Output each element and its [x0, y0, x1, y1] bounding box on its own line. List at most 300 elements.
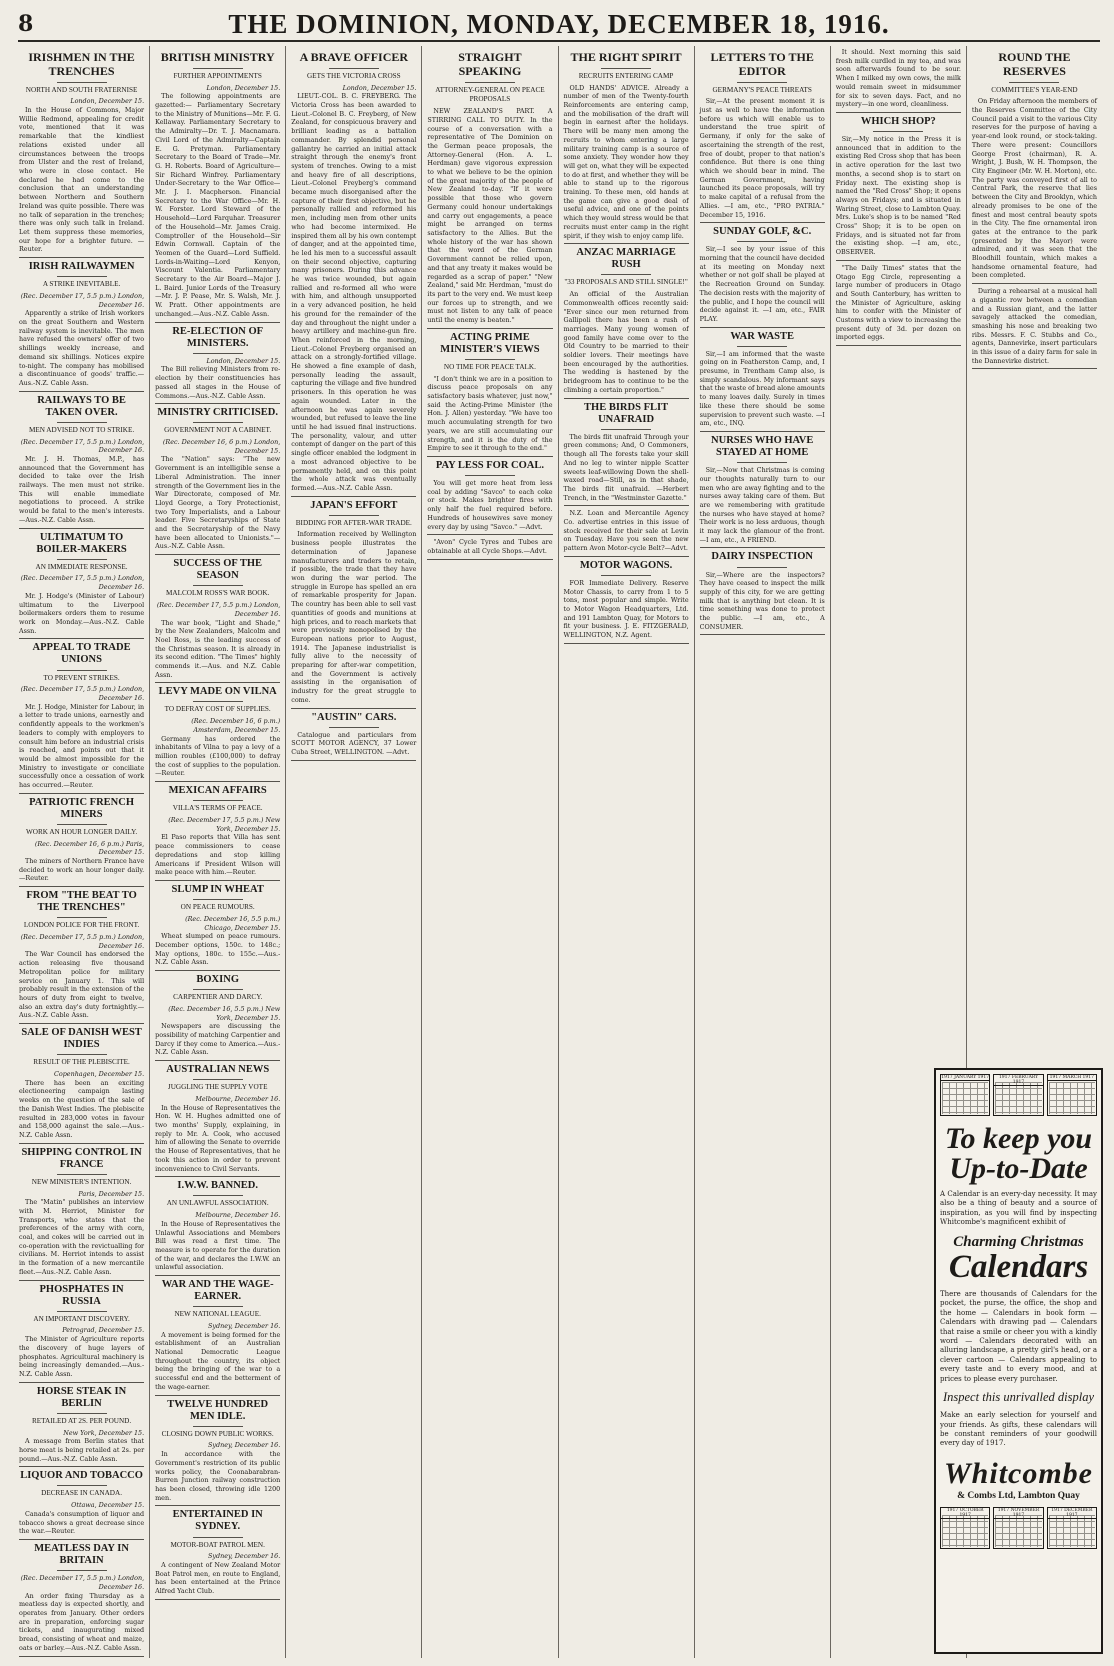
headline-rule	[193, 1079, 243, 1080]
article-body: The Minister of Agriculture reports the discovery of huge layers of phosphates. Agricultural machinery is being increasingly demanded.—Aus.-N.Z. Cable Assn.	[19, 1335, 145, 1378]
article-dateline: Ottawa, December 15.	[71, 1501, 145, 1510]
article	[19, 1470, 144, 1540]
article-divider	[972, 283, 1097, 284]
article-subheadline: AN UNLAWFUL ASSOCIATION.	[166, 1199, 269, 1208]
headline-rule	[193, 1195, 243, 1196]
article-headline: AUSTRALIAN NEWS	[166, 1064, 270, 1076]
article-dateline: Sydney, December 16.	[208, 1321, 281, 1330]
article-headline: SHIPPING CONTROL IN FRANCE	[21, 1146, 142, 1170]
article-divider	[564, 643, 689, 644]
calendar-month-label: 1917 MARCH 1917	[1049, 1075, 1095, 1080]
article-headline: RAILWAYS TO BE TAKEN OVER.	[37, 394, 126, 418]
article-dateline: New York, December 15.	[63, 1428, 145, 1437]
article-body: "Avon" Cycle Tyres and Tubes are obtainable at all Cycle Shops.—Advt.	[427, 538, 553, 555]
article-divider	[155, 1395, 280, 1396]
article-subheadline: TO DEFRAY COST OF SUPPLIES.	[164, 705, 271, 714]
article-body: During a rehearsal at a musical hall a gigantic row between a comedian and a Russian giant, and the latter savagely attacked the comedian, smashing his nose and breaking two ribs. Messrs. F. C. Stubbs and Co., agents, Dannevirke, insert particulars in this issue of a dairy farm for sale in the Dannevirke district.	[971, 287, 1097, 365]
article-headline: HORSE STEAK IN BERLIN	[36, 1385, 127, 1409]
article	[155, 785, 280, 881]
headline-rule	[1009, 82, 1059, 83]
article	[972, 51, 1097, 284]
article-body: El Paso reports that Villa has sent peace commissioners to cease depredations and stop killing Americans if President Wilson will make peace with him.—Reuter.	[155, 833, 281, 877]
headline-rule	[329, 727, 379, 728]
article-subheadline: BIDDING FOR AFTER-WAR TRADE.	[295, 518, 412, 527]
article-headline: SLUMP IN WHEAT	[171, 883, 264, 895]
headline-rule	[57, 1311, 107, 1312]
article-dateline: London, December 15.	[70, 97, 145, 106]
article-body: In the House of Representatives the Hon. W. H. Hughes admitted one of two months' Supply, explaining, in reply to Mr. A. Cook, who accused him of allowing the Senate to override the House of Representatives, that he took this action in order to prevent inconvenience to Civil Servants.	[155, 1103, 281, 1173]
headline-rule	[193, 800, 243, 801]
headline-rule	[193, 1426, 243, 1427]
headline-rule	[57, 1485, 107, 1486]
headline-rule	[193, 899, 243, 900]
headline-rule	[601, 575, 651, 576]
article-dateline: London, December 15.	[342, 83, 417, 92]
article	[427, 332, 552, 457]
article-headline: PAY LESS FOR COAL.	[435, 459, 544, 471]
article-body: Canada's consumption of liquor and tobacco shows a great decrease since the war.—Reuter.	[19, 1509, 145, 1536]
article-body: It should. Next morning this said fresh milk curdled in my tea, and was soon afterwards found to be sour. When I milked my own cows, the milk would remain sweet in midsummer for six to seven days. Fact, and no mystery—in one word, cleanliness.	[835, 48, 961, 109]
article-divider	[19, 1466, 144, 1467]
calendar-month	[993, 1507, 1043, 1549]
headline-rule	[57, 422, 107, 423]
article-dateline: (Rec. December 17, 5.5 p.m.) London, December 16.	[20, 574, 145, 592]
headline-rule	[57, 1413, 107, 1414]
article	[427, 460, 552, 535]
article-divider	[564, 243, 689, 244]
headline-rule	[465, 359, 515, 360]
article-body: The War Council has endorsed the action releasing five thousand Metropolitan police for military service on January 1. This will probably result in the extension of the hours of duty from eight to twelve, also an extra day's duty fortnightly.—Aus.-N.Z. Cable Assn.	[19, 950, 145, 1020]
article	[836, 116, 961, 261]
article	[155, 1279, 280, 1396]
article-subheadline: ON PEACE RUMOURS.	[180, 903, 255, 912]
article	[19, 1386, 144, 1468]
calendar-row-bottom	[940, 1507, 1097, 1549]
headline-rule	[57, 917, 107, 918]
article-headline: THE BIRDS FLIT UNAFRAID	[584, 401, 669, 425]
article-body: A movement is being formed for the establishment of an Australian National Democratic League throughout the country, its object being the bringing of the war to a successful end and the betterment of the wage-earner.	[155, 1330, 281, 1391]
ad-inspect: Inspect this unrivalled display	[942, 1390, 1095, 1405]
article-divider	[155, 880, 280, 881]
article-divider	[155, 1505, 280, 1506]
article-body: On Friday afternoon the members of the Reserves Committee of the City Council paid a visit to the various City reserves for the purpose of having a year-end look round, or stock-taking. There were present: Councillors George Frost (chairman), R. A. Wright, J. Bush, W. H. Thompson, the City Engineer (Mr. W. H. Morton), etc. The party was conveyed first of all to Central Park, the reserve that lies between the City and Brooklyn, which already promises to be one of the finest and most central beauty spots in the City. The fine ornamental iron gates at the entrance to the park (presented by the Mayor) were admired, and it was seen that the Bloodhill fountain, which makes a handsome ornamental feature, had been completed.	[971, 97, 1097, 280]
article-divider	[700, 547, 825, 548]
whitcombe-calendar-advertisement	[934, 1068, 1103, 1654]
article-dateline: Sydney, December 16.	[208, 1552, 281, 1561]
article-divider	[836, 112, 961, 113]
article-headline: LIQUOR AND TOBACCO	[20, 1470, 143, 1482]
article-divider	[291, 760, 416, 761]
calendar-month	[940, 1507, 990, 1549]
article	[155, 686, 280, 782]
article-subheadline: NEW MINISTER'S INTENTION.	[31, 1177, 132, 1186]
calendar-month	[1047, 1507, 1097, 1549]
article-headline: MOTOR WAGONS.	[579, 559, 673, 571]
article	[155, 326, 280, 405]
article	[155, 1180, 280, 1276]
article-divider	[155, 781, 280, 782]
article-headline: DAIRY INSPECTION	[711, 551, 813, 563]
article-dateline: (Rec. December 16, 5.5 p.m.) Chicago, December 15.	[185, 914, 281, 932]
article	[291, 500, 416, 709]
article	[19, 1147, 144, 1281]
headline-rule	[193, 353, 243, 354]
article-headline: ROUND THE RESERVES	[998, 50, 1071, 78]
article	[19, 1543, 144, 1656]
article	[564, 509, 689, 557]
article-headline: RE-ELECTION OF MINISTERS.	[172, 325, 264, 349]
article-divider	[155, 554, 280, 555]
article-headline: FROM "THE BEAT TO THE TRENCHES"	[26, 890, 137, 914]
article	[155, 1064, 280, 1177]
article-headline: ACTING PRIME MINISTER'S VIEWS	[440, 331, 540, 355]
headline-rule	[57, 276, 107, 277]
headline-rule	[465, 82, 515, 83]
article-headline: SUNDAY GOLF, &C.	[713, 226, 812, 238]
article	[19, 642, 144, 793]
article	[155, 1399, 280, 1507]
article-subheadline: CLOSING DOWN PUBLIC WORKS.	[161, 1429, 274, 1438]
article-headline: JAPAN'S EFFORT	[310, 499, 398, 511]
article-divider	[291, 496, 416, 497]
headline-rule	[57, 1054, 107, 1055]
article-headline: ENTERTAINED IN SYDNEY.	[172, 1509, 263, 1533]
article-headline: APPEAL TO TRADE UNIONS	[32, 642, 131, 666]
article-divider	[19, 1656, 144, 1657]
article-headline: WHICH SHOP?	[860, 115, 936, 127]
headline-rule	[193, 989, 243, 990]
article-headline: ULTIMATUM TO BOILER-MAKERS	[36, 531, 127, 555]
article-body: Mr. J. H. Thomas, M.P., has announced that the Government has decided to take over the Irish railways. The men must not strike. This will enable immediate negotiations to proceed. A strike would be fatal to the men's interests.—Aus.-N.Z. Cable Assn.	[19, 454, 145, 524]
article	[700, 551, 825, 635]
news-column	[559, 46, 695, 1658]
article-headline: "AUSTIN" CARS.	[311, 711, 397, 723]
headline-rule	[737, 346, 787, 347]
headline-rule	[193, 68, 243, 69]
news-column	[14, 46, 150, 1658]
article-body: Sir,—Now that Christmas is coming our thoughts naturally turn to our men who are away fighting and to the nurses away taking care of them. But are we remembering with gratitude the nurses who have stayed at home? Their work is no less arduous, though it may lack the glamour of the front. —I am, etc., A FRIEND.	[699, 466, 825, 544]
article	[836, 48, 961, 113]
article-body: In the House of Representatives the Unlawful Associations and Members Bill was read a first time. The measure is to operate for the duration of the war, and declares the I.W.W. an unlawful association.	[155, 1219, 281, 1272]
article-headline: MEATLESS DAY IN BRITAIN	[34, 1543, 129, 1567]
article	[19, 51, 144, 258]
ad-intro: A Calendar is an every-day necessity. It may also be a thing of beauty and a source of inspiration, as you will find by inspecting Whitcombe's magnificent exhibit of	[940, 1190, 1097, 1227]
headline-rule	[193, 585, 243, 586]
calendar-month-label: 1917 NOVEMBER 1917	[994, 1508, 1042, 1519]
headline-rule	[57, 559, 107, 560]
article-divider	[427, 456, 552, 457]
article-subheadline: MALCOLM ROSS'S WAR BOOK.	[165, 589, 270, 598]
article-body: LIEUT.-COL. B. C. FREYBERG. The Victoria Cross has been awarded to Lieut.-Colonel B. C. Freyberg, of New Zealand, for conspicuous bravery and brilliant leading as a battalion commander. By splendid personal gallantry he carried an initial attack straight through the enemy's front system of trenches. Owing to a mist and heavy fire of all descriptions, Lieut.-Colonel Freyberg's command became much disorganised after the capture of their first objective, but he personally rallied and reformed his men, including men from other units who had become intermixed. He inspired them all by his own contempt of danger, and at the appointed time, he led his men to a successful assault on their second objective, capturing many prisoners. During this advance he was twice wounded, but again rallied and re-formed all who were with him, and although unsupported in a very advanced position, he held his ground for the remainder of the day and throughout the night under a heavy artillery and machine-gun fire. When reinforced in the morning, Lieut.-Colonel Freyberg organised an attack on a strongly-fortified village. He showed a fine example of dash, personally leading the assault, capturing the village and five hundred prisoners. In this operation he was again wounded. Later in the afternoon he was again severely wounded, but refused to leave the line until he had issued final instructions. The personality, valour, and utter contempt of danger on the part of this single officer enabled the lodgment in a most advanced objective to be permanently held, and on this point the whole attack was eventually formed.—Aus.-N.Z. Cable Assn.	[291, 92, 417, 492]
article-subheadline: MOTOR-BOAT PATROL MEN.	[170, 1540, 265, 1549]
article-subheadline: VILLA'S TERMS OF PEACE.	[172, 804, 263, 813]
article	[564, 51, 689, 244]
article-divider	[19, 391, 144, 392]
article-subheadline: AN IMMEDIATE RESPONSE.	[35, 562, 128, 571]
headline-rule	[193, 1537, 243, 1538]
article-dateline: Petrograd, December 15.	[62, 1326, 145, 1335]
article-headline: IRISHMEN IN THE TRENCHES	[28, 50, 135, 78]
article-body: "The Daily Times" states that the Otago Egg Circle, representing a large number of producers in Otago and South Canterbury, has written to the Minister of Agriculture, asking him to confer with the Minister of Customs with a view to increasing the present duty of 3d. per dozen on imported eggs.	[835, 263, 961, 342]
article-headline: SUCCESS OF THE SEASON	[173, 558, 263, 582]
article-headline: A BRAVE OFFICER	[299, 50, 409, 64]
article-dateline: (Rec. December 16, 6 p.m.) Amsterdam, December 15.	[191, 717, 281, 734]
article-body: In the House of Commons, Major Willie Redmond, appealing for credit vote, mentioned that it was remarkable that the kindliest relations existed under all circumstances between the troops from Ulster and the rest of Ireland, who were in close contact. He declared he had come to the conclusion that an understanding between Northern and Southern Ireland was quite possible. There was no talk of separation in the trenches; there was only such talk in Ireland. Let them suppress these memories, our hope for a brighter future. —Reuter.	[19, 106, 145, 254]
article-dateline: (Rec. December 16, 5.5 p.m.) New York, December 15.	[168, 1004, 281, 1022]
news-column	[286, 46, 422, 1658]
article-dateline: London, December 15.	[206, 83, 281, 92]
article	[155, 51, 280, 323]
article	[427, 51, 552, 329]
article	[291, 712, 416, 761]
article-subheadline: RECRUITS ENTERING CAMP	[578, 71, 674, 80]
article-dateline: (Rec. December 17, 5.5 p.m.) London, December 16.	[20, 933, 145, 950]
article-dateline: (Rec. December 17, 5.5 p.m.) London, December 16.	[156, 601, 281, 618]
headline-rule	[873, 131, 923, 132]
article-divider	[155, 403, 280, 404]
headline-rule	[601, 68, 651, 69]
article-headline: ANZAC MARRIAGE RUSH	[576, 247, 676, 271]
calendar-month-label: 1917 JANUARY 1917	[941, 1075, 990, 1080]
article-body: An order fixing Thursday as a meatless day is expected shortly, and operates from January. Other orders are in preparation, enforcing sugar tickets, and inaugurating mixed bread, consisting of wheat and maize, oats or barley.—Aus.-N.Z. Cable Assn.	[19, 1591, 145, 1652]
article	[972, 287, 1097, 369]
article-divider	[700, 634, 825, 635]
article-body: OLD HANDS' ADVICE. Already a number of men of the Twenty-fourth Reinforcements are entering camp, and the mobilisation of the draft will begin in earnest after the holidays. There will be many men among the recruits to whom entering a large military training camp is a source of some anxiety. They wonder how they will get on, what they will be expected to do at first, and whether they will be able to stand up to the rigorous training. To these men, old hands at the game can give a good deal of useful advice, and one of the points which they would stress would be that recruits must enter camp in the right spirit, if they wish to enjoy camp life.	[563, 83, 689, 240]
article-body: Mr. J. Hodge's (Minister of Labour) ultimatum to the Liverpool boilermakers orders them to resume work on Monday.—Aus.-N.Z. Cable Assn.	[19, 591, 145, 635]
article-body: An official of the Australian Commonwealth offices recently said: "Ever since our men returned from Gallipoli there has been a rush of marriages. Many young women of good family have come over to the Old Country to be married to their soldier lovers. Their meetings have been encouraged by the authorities. The wedding is hastened by the bridegroom has to continue to be the climbing a certain proportion."	[563, 290, 689, 394]
article-divider	[19, 1539, 144, 1540]
article-divider	[155, 1060, 280, 1061]
article-body: A message from Berlin states that horse meat is being retailed at 2s. per pound.—Aus.-N.Z. Cable Assn.	[19, 1437, 145, 1463]
article-subheadline: NO TIME FOR PEACE TALK.	[443, 362, 536, 371]
article	[291, 51, 416, 497]
article-subheadline: COMMITTEE'S YEAR-END	[991, 85, 1078, 94]
article-subheadline: MEN ADVISED NOT TO STRIKE.	[28, 425, 135, 434]
article-headline: NURSES WHO HAVE STAYED AT HOME	[711, 435, 814, 459]
article-dateline: Sydney, December 16.	[208, 1441, 281, 1450]
news-column	[422, 46, 558, 1658]
article-headline: BOXING	[196, 974, 239, 986]
newspaper-title: THE DOMINION, MONDAY, DECEMBER 18, 1916.	[228, 8, 890, 39]
article-subheadline: GERMANY'S PEACE THREATS	[712, 85, 812, 94]
masthead	[18, 8, 1100, 42]
article-divider	[19, 1280, 144, 1281]
article	[155, 407, 280, 555]
article-headline: LEVY MADE ON VILNA	[158, 686, 277, 698]
headline-rule	[193, 422, 243, 423]
article-body: NEW ZEALAND'S PART. A STIRRING CALL TO DUTY. In the course of a conversation with a representative of The Dominion on the German peace proposals, the Attorney-General (Hon. A. L. Herdman) gave vigorous expression to what we believe to be the opinion of the great majority of the people of New Zealand to-day. "If it were possible that those who govern Germany could honour undertakings and carry out engagements, a peace might be arranged on terms satisfactory to the Allies. But the whole history of the war has shown that the word of the German Government cannot be relied upon, and that any treaty it makes would be regarded as a scrap of paper." "New Zealand," said Mr. Herdman, "must do its part to the very end. We must keep our forces up to strength, and we must not listen to any talk of peace until the enemy is beaten."	[427, 107, 553, 325]
headline-rule	[465, 475, 515, 476]
headline-rule	[193, 1306, 243, 1307]
article-headline: PHOSPHATES IN RUSSIA	[39, 1283, 124, 1307]
article	[700, 331, 825, 432]
article	[19, 1284, 144, 1383]
article-body: Newspapers are discussing the possibility of matching Carpentier and Darcy if they come to America.—Aus.-N.Z. Cable Assn.	[155, 1022, 281, 1057]
article	[155, 974, 280, 1061]
article-dateline: Paris, December 15.	[78, 1189, 145, 1198]
article-divider	[564, 398, 689, 399]
article-body: FOR Immediate Delivery. Reserve Motor Chassis, to carry from 1 to 5 tons, most popular and simple. Write to Motor Wagon Headquarters, Ltd. and 191 Lambton Quay, for Motors to fit your business. J. E. FITZGERALD, WELLINGTON, N.Z. Agent.	[563, 578, 689, 640]
article-body: A contingent of New Zealand Motor Boat Patrol men, en route to England, has been entertained at the Prince Alfred Yacht Club.	[155, 1560, 281, 1596]
article-dateline: (Rec. December 16, 6 p.m.) London, December 15.	[162, 438, 281, 455]
article-body: Sir,—I am informed that the waste going on in Featherston Camp, and, I presume, in Trentham Camp also, is simply scandalous. My informant says that the waste of bread alone amounts to many loaves daily. Surely in times like these there should be some supervision to prevent such waste. —I am, etc., INQ.	[699, 349, 825, 428]
article	[155, 1509, 280, 1599]
article-headline: SALE OF DANISH WEST INDIES	[21, 1027, 142, 1051]
headline-rule	[193, 701, 243, 702]
article-headline: TWELVE HUNDRED MEN IDLE.	[167, 1398, 269, 1422]
article-divider	[700, 222, 825, 223]
article-subheadline: A STRIKE INEVITABLE.	[42, 280, 121, 289]
calendar-month-label: 1917 FEBRUARY 1917	[994, 1075, 1042, 1086]
article-body: There has been an exciting electioneering campaign lasting weeks on the question of the sale of the Danish West Indies. The plebiscite resulted in 283,000 votes in favour and 158,000 against the sale.—Aus.-N.Z. Cable Assn.	[19, 1078, 145, 1139]
headline-rule	[737, 241, 787, 242]
headline-rule	[601, 274, 651, 275]
calendar-month	[993, 1074, 1043, 1116]
article-divider	[155, 1599, 280, 1600]
article	[700, 226, 825, 327]
calendar-month-label: 1917 OCTOBER 1917	[941, 1508, 989, 1519]
article-headline: MINISTRY CRITICISED.	[157, 407, 278, 419]
headline-rule	[57, 824, 107, 825]
article-headline: MEXICAN AFFAIRS	[168, 785, 267, 797]
article-headline: WAR AND THE WAGE-EARNER.	[161, 1279, 274, 1303]
article-divider	[19, 1143, 144, 1144]
article-dateline: Melbourne, December 16.	[195, 1094, 281, 1103]
article-headline: THE RIGHT SPIRIT	[570, 50, 682, 64]
article-subheadline: JUGGLING THE SUPPLY VOTE	[167, 1083, 268, 1092]
article-subheadline: RESULT OF THE PLEBISCITE.	[33, 1058, 130, 1067]
article-body: Wheat slumped on peace rumours. December options, 150c. to 148c.; May options, 180c. to 155c.—Aus.-N.Z. Cable Assn.	[155, 932, 281, 967]
ad-brand: Whitcombe	[944, 1456, 1093, 1490]
ad-closing: Make an early selection for yourself and your friends. As gifts, these calendars will be constant reminders of your goodwill every day of 1917.	[940, 1411, 1097, 1448]
article-body: Sir,—At the present moment it is just as well to have the information before us which will enable us to understand the true spirit of Germany, if only for the sake of ascertaining the strength of the rest, free of doubt, proper to that nation's confidence. But there is one thing which we should bear in mind. The German Government, having launched its peace proposals, will try to make capital of a refusal from the Allies. —I am, etc., "PRO PATRIA." December 15, 1916.	[699, 97, 825, 219]
headline-rule	[737, 462, 787, 463]
article-body: The Bill relieving Ministers from re-election by their constituencies has passed all stages in the House of Commons.—Aus.-N.Z. Cable Assn.	[155, 365, 281, 400]
ad-headline: To keep you Up-to-Date	[944, 1122, 1093, 1185]
article-divider	[700, 431, 825, 432]
article	[564, 247, 689, 398]
article-divider	[19, 1023, 144, 1024]
headline-rule	[57, 1174, 107, 1175]
article-body: The following appointments are gazetted:— Parliamentary Secretary to the Ministry of Munitions—Mr. F. G. Kellaway. Parliamentary Secretary to the Admiralty—Dr. T. J. Macnamara. Civil Lord of the Admiralty—Captain E. G. Pretyman. Parliamentary Secretary to the Board of Trade—Mr. G. H. Roberts. Board of Agriculture—Sir Richard Winfrey. Parliamentary Under-Secretary to the War Office—Mr. J. I. Macpherson. Financial Secretary to the War Office—Mr. H. W. Forster. Lord Steward of the Household—Lord Farquhar. Treasurer of the Household—Mr. James Craig. Comptroller of the Household—Sir Edwin Cornwall. Captain of the Yeomen of the Guard—Lord Suffield. Lords-in-Waiting—Lord Kenyon, Viscount Valentia. Parliamentary Secretary to the Air Board—Major J. L. Baird. Junior Lords of the Treasury—Mr. J. P. Pease, Mr. S. Walsh, Mr. J. W. Pratt. Other appointments are unchanged.—Aus.-N.Z. Cable Assn.	[155, 92, 281, 318]
article	[19, 797, 144, 887]
article-headline: PATRIOTIC FRENCH MINERS	[29, 796, 135, 820]
article-body: Germany has ordered the inhabitants of Vilna to pay a levy of a million roubles (£100,000) to defray the cost of supplies to the population.—Reuter.	[155, 734, 281, 778]
article	[19, 395, 144, 529]
article-body: Information received by Wellington business people illustrates the determination of Japanese manufacturers and traders to retain, if possible, the trade that they have won during the war period. The struggle in Europe has spelled an era of remarkable prosperity for Japan. The country has been able to sell vast quantities of goods and munitions at high prices, and to reach markets that were previously monopolised by the European nations prior to August, 1914. The Japanese industrialist is fully alive to the necessity of preparing for after-war competition, and the Government is actively assisting in the organisation of industry for the great struggle to come.	[291, 530, 417, 704]
article-divider	[155, 970, 280, 971]
article-dateline: (Rec. December 17, 5.5 p.m.) London, December 16.	[20, 437, 145, 455]
article-subheadline: ATTORNEY-GENERAL ON PEACE PROPOSALS	[435, 85, 545, 104]
article-body: In accordance with the Government's restriction of its public works policy, the Coonabarabran-Burren Junction railway construction has been closed, throwing idle 1200 men.	[155, 1450, 281, 1502]
article	[700, 51, 825, 223]
article-divider	[19, 1382, 144, 1383]
article-divider	[700, 327, 825, 328]
article	[700, 435, 825, 548]
ad-charming: Charming Christmas	[953, 1233, 1084, 1250]
article-body: Catalogue and particulars from SCOTT MOTOR AGENCY, 37 Lower Cuba Street, WELLINGTON. —Advt.	[291, 730, 417, 756]
article-headline: I.W.W. BANNED.	[177, 1180, 258, 1192]
article-subheadline: DECREASE IN CANADA.	[41, 1489, 122, 1498]
article	[19, 1027, 144, 1144]
article-subheadline: GETS THE VICTORIA CROSS	[306, 71, 401, 80]
article-subheadline: NEW NATIONAL LEAGUE.	[174, 1310, 261, 1319]
article-headline: STRAIGHT SPEAKING	[458, 50, 522, 78]
article-subheadline: NORTH AND SOUTH FRATERNISE	[25, 85, 138, 94]
headline-rule	[737, 567, 787, 568]
article	[564, 402, 689, 507]
article-divider	[19, 793, 144, 794]
article-body: The miners of Northern France have decided to work an hour longer daily.—Reuter.	[19, 857, 145, 883]
headline-rule	[57, 670, 107, 671]
article	[19, 532, 144, 640]
article-divider	[564, 556, 689, 557]
article-divider	[972, 368, 1097, 369]
article	[155, 884, 280, 971]
article-divider	[427, 328, 552, 329]
article-divider	[836, 345, 961, 346]
ad-description: There are thousands of Calendars for the pocket, the purse, the office, the shop and the home — Calendars in book form — Calendars with drawing pad — Calendars that raise a smile or cheer you with a kindly word — Calendars decorated with an alluring landscape, a pretty girl's head, or a clever cartoon — Calendars appealing to every taste and to every mood, and at prices to please every purchaser.	[940, 1289, 1097, 1383]
article-body: The birds flit unafraid Through your green commons; And, O Commoners, though all The forests take your skill And no leg to winter nipple Scatter sweets leaf-willowing Down the shell-waxed road—Still, as in that shade, The birds flit unafraid. —Herbert Trench, in the "Westminster Gazette."	[563, 432, 689, 502]
headline-rule	[601, 429, 651, 430]
article-divider	[291, 708, 416, 709]
news-column	[150, 46, 286, 1658]
article-body: N.Z. Loan and Mercantile Agency Co. advertise entries in this issue of stock received for their sale at Levin on Tuesday. Have you seen the new pattern Avon Motor-cycle Belt?—Advt.	[563, 509, 689, 553]
article-subheadline: GOVERNMENT NOT A CABINET.	[164, 426, 272, 435]
article-body: Sir,—Where are the inspectors? They have ceased to inspect the milk supply of this city, for we are getting milk that is anything but clean. It is time something was done to protect the public. —I am, etc., A CONSUMER.	[699, 570, 825, 631]
article-divider	[155, 322, 280, 323]
article-body: "I don't think we are in a position to discuss peace proposals on any satisfactory basis whatever, just now," said the Acting-Prime Minister (the Hon. J. Allen) yesterday. "We have too much accumulating strength for two years, we are still accumulating our strength, and it is the duty of the Empire to see it through to the end."	[427, 374, 553, 453]
page-number: 8	[18, 11, 34, 37]
article-subheadline: RETAILED AT 2S. PER POUND.	[32, 1416, 132, 1425]
article	[19, 261, 144, 392]
calendar-month	[940, 1074, 990, 1116]
article	[836, 264, 961, 346]
headline-rule	[57, 82, 107, 83]
article-headline: IRISH RAILWAYMEN	[28, 261, 135, 273]
article-dateline: (Rec. December 17, 5.5 p.m.) London, December 16.	[20, 1574, 145, 1591]
article-subheadline: FURTHER APPOINTMENTS	[173, 71, 262, 80]
headline-rule	[329, 515, 379, 516]
ad-calendars: Calendars	[948, 1248, 1089, 1285]
article-subheadline: AN IMPORTANT DISCOVERY.	[33, 1314, 130, 1323]
article-divider	[155, 1176, 280, 1177]
calendar-row-top	[940, 1074, 1097, 1116]
article-subheadline: "33 PROPOSALS AND STILL SINGLE!"	[564, 278, 688, 287]
article-headline: WAR WASTE	[730, 330, 795, 342]
article-body: The "Matin" publishes an interview with M. Herriot, Minister for Transports, who states that the preferences of the army with corn, coal, and cokes will be carried out in co-operation with the revictualling for civilians. M. Herriot intends to assist in the formation of a new mercantile fleet.—Aus.-N.Z. Cable Assn.	[19, 1198, 145, 1276]
headline-rule	[737, 82, 787, 83]
article-divider	[19, 886, 144, 887]
article-headline: BRITISH MINISTRY	[160, 50, 275, 64]
article-subheadline: LONDON POLICE FOR THE FRONT.	[23, 921, 140, 930]
article-body: Sir,—My notice in the Press it is announced that in addition to the existing Red Cross shop that has been in active operation for the last two months, a second shop is to start on Friday next. The existing shop is named the "Red Cross" Shop; it opens always on Fridays; and is situated in Waring Street, close to Lambton Quay. Mrs. Luke's shop is to be named "Red Cross" Shop; it is to be open on Fridays, and is situated not far from the existing shop. —I am, etc., OBSERVER.	[835, 134, 961, 257]
article-subheadline: CARPENTIER AND DARCY.	[173, 993, 263, 1002]
article-divider	[155, 1275, 280, 1276]
article-body: Sir,—I see by your issue of this morning that the council have decided at its meeting on Monday next whether or not golf shall be played at the Recreation Ground on Sunday. The decision rests with the majority of the public, and I hope the council will decide against it. —I am, etc., FAIR PLAY.	[699, 245, 825, 323]
article-divider	[19, 257, 144, 258]
news-column	[695, 46, 831, 1658]
article	[155, 558, 280, 683]
article	[19, 890, 144, 1024]
article-dateline: (Rec. December 17, 5.5 p.m.) London, December 16.	[20, 291, 145, 309]
headline-rule	[329, 68, 379, 69]
article-divider	[155, 682, 280, 683]
article	[564, 560, 689, 644]
article-dateline: Melbourne, December 16.	[195, 1211, 281, 1220]
article-divider	[427, 559, 552, 560]
article-dateline: (Rec. December 17, 5.5 p.m.) London, December 16.	[20, 685, 145, 702]
